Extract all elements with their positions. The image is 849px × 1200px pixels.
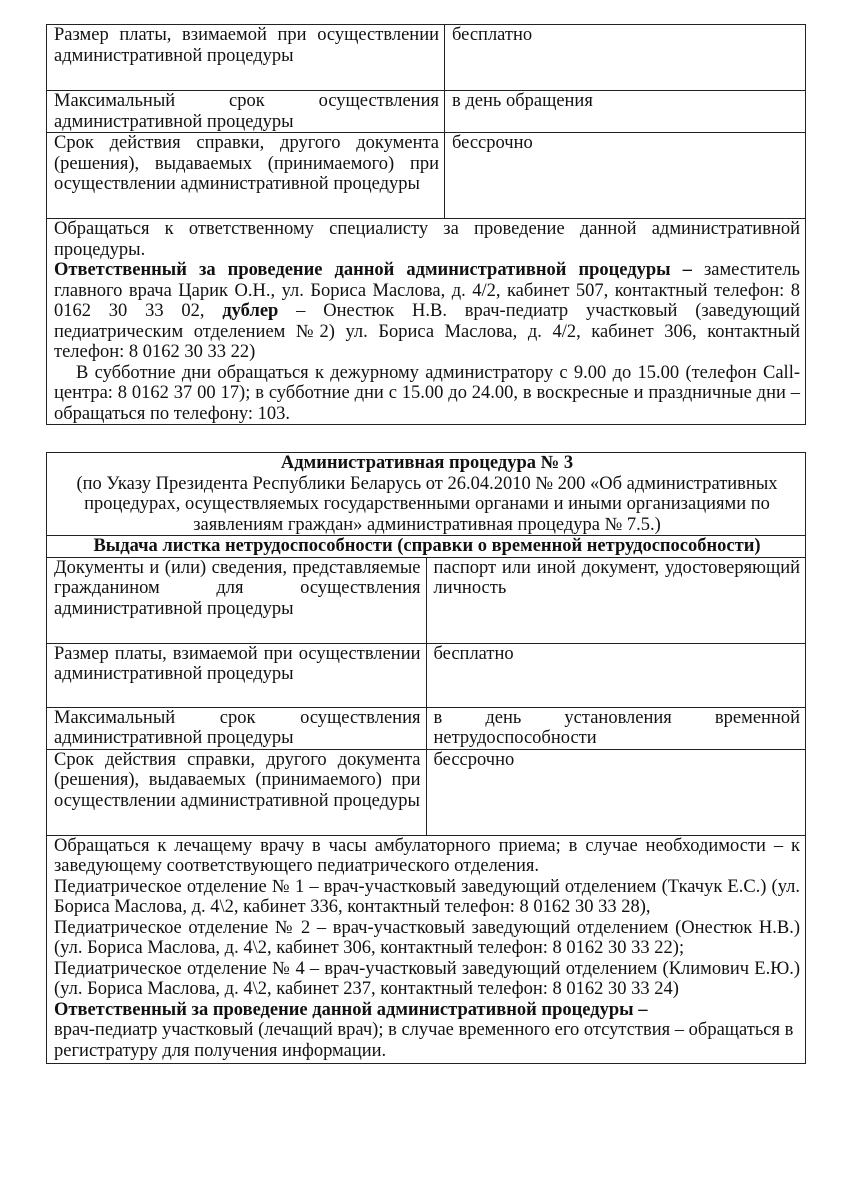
row-value: бесплатно [445,25,806,91]
table-row [47,25,806,91]
contact-cell [47,219,806,425]
table-row [47,557,806,643]
row-label: Размер платы, взимаемой при осуществлении административной процедуры [47,25,445,91]
schedule-text: В субботние дни обращаться к дежурному администратору с 9.00 до 15.00 (телефон Call-центра: 8 0162 37 00 17); в субботние дни с 15.00 до 24.00, в воскресные и праздничные дни – обращаться по телефону: 103. [54,362,800,424]
table-row [47,707,806,749]
responsible-text: врач-педиатр участковый (лечащий врач); в случае временного его отсутствия – обращаться в регистратуру для получения информации. [54,1020,794,1061]
backup-text: – Онестюк Н.В. врач-педиатр участковый (заведующий педиатрическим отделением №2) ул. Бориса Маслова, д. 4/2, кабинет 306, контактный телефон: 8 0162 30 33 22) [54,301,800,362]
contact-intro: Обращаться к лечащему врачу в часы амбулаторного приема; в случае необходимости – к заведующему соответствующего педиатрического отделения. [54,835,800,876]
department-item: Педиатрическое отделение № 4 – врач-участковый заведующий отделением (Климович Е.Ю.) (ул. Бориса Маслова, д. 4\2, кабинет 237, контактный телефон: 8 0162 30 33 24) [54,958,800,999]
department-item: Педиатрическое отделение № 2 – врач-участковый заведующий отделением (Онестюк Н.В.) (ул. Бориса Маслова, д. 4\2, кабинет 306, контактный телефон: 8 0162 30 33 22); [54,917,800,958]
procedure-title: Административная процедура № 3 [280,453,574,473]
department-item: Педиатрическое отделение № 1 – врач-участковый заведующий отделением (Ткачук Е.С.) (ул. Бориса Маслова, д. 4\2, кабинет 336, контактный телефон: 8 0162 30 33 28), [54,876,800,917]
header-row [47,453,806,536]
backup-label: дублер [222,301,279,321]
procedure-subtitle: (по Указу Президента Республики Беларусь от 26.04.2010 № 200 «Об административных процедурах, осуществляемых государственными органами и иными организациями по заявлениям граждан» административная процедура № 7.5.) [76,473,778,535]
row-label: Срок действия справки, другого документа (решения), выдаваемых (принимаемого) при осуществлении административной процедуры [47,133,445,219]
procedure-3-table [46,452,806,1064]
procedure-table-continued [46,24,806,425]
row-value: паспорт или иной документ, удостоверяющий личность [426,557,806,643]
responsible-paragraph [54,260,800,363]
row-label: Размер платы, взимаемой при осуществлении административной процедуры [47,643,427,707]
table-row [47,133,806,219]
row-label: Максимальный срок осуществления административной процедуры [47,91,445,133]
contact-cell [47,835,806,1064]
procedure-name: Выдача листка нетрудоспособности (справки о временной нетрудоспособности) [47,536,806,558]
responsible-heading: Ответственный за проведение данной административной процедуры – [54,260,692,280]
procedure-name-row [47,536,806,558]
table-row [47,749,806,835]
responsible-heading: Ответственный за проведение данной административной процедуры – [54,999,648,1020]
row-value: бессрочно [445,133,806,219]
row-value: в день обращения [445,91,806,133]
row-value: бессрочно [426,749,806,835]
row-label: Срок действия справки, другого документа (решения), выдаваемых (принимаемого) при осуществлении административной процедуры [47,749,427,835]
procedure-header [47,453,806,536]
contact-row [47,835,806,1064]
row-label: Максимальный срок осуществления административной процедуры [47,707,427,749]
row-value: в день установления временной нетрудоспособности [426,707,806,749]
contact-intro: Обращаться к ответственному специалисту за проведение данной административной процедуры. [54,219,800,260]
responsible-text: заместитель главного врача Царик О.Н., ул. Бориса Маслова, д. 4/2, кабинет 507, контактный телефон: 8 0162 30 33 02, [54,260,800,321]
table-row [47,643,806,707]
contact-row [47,219,806,425]
row-value: бесплатно [426,643,806,707]
row-label: Документы и (или) сведения, представляемые гражданином для осуществления административной процедуры [47,557,427,643]
table-row [47,91,806,133]
